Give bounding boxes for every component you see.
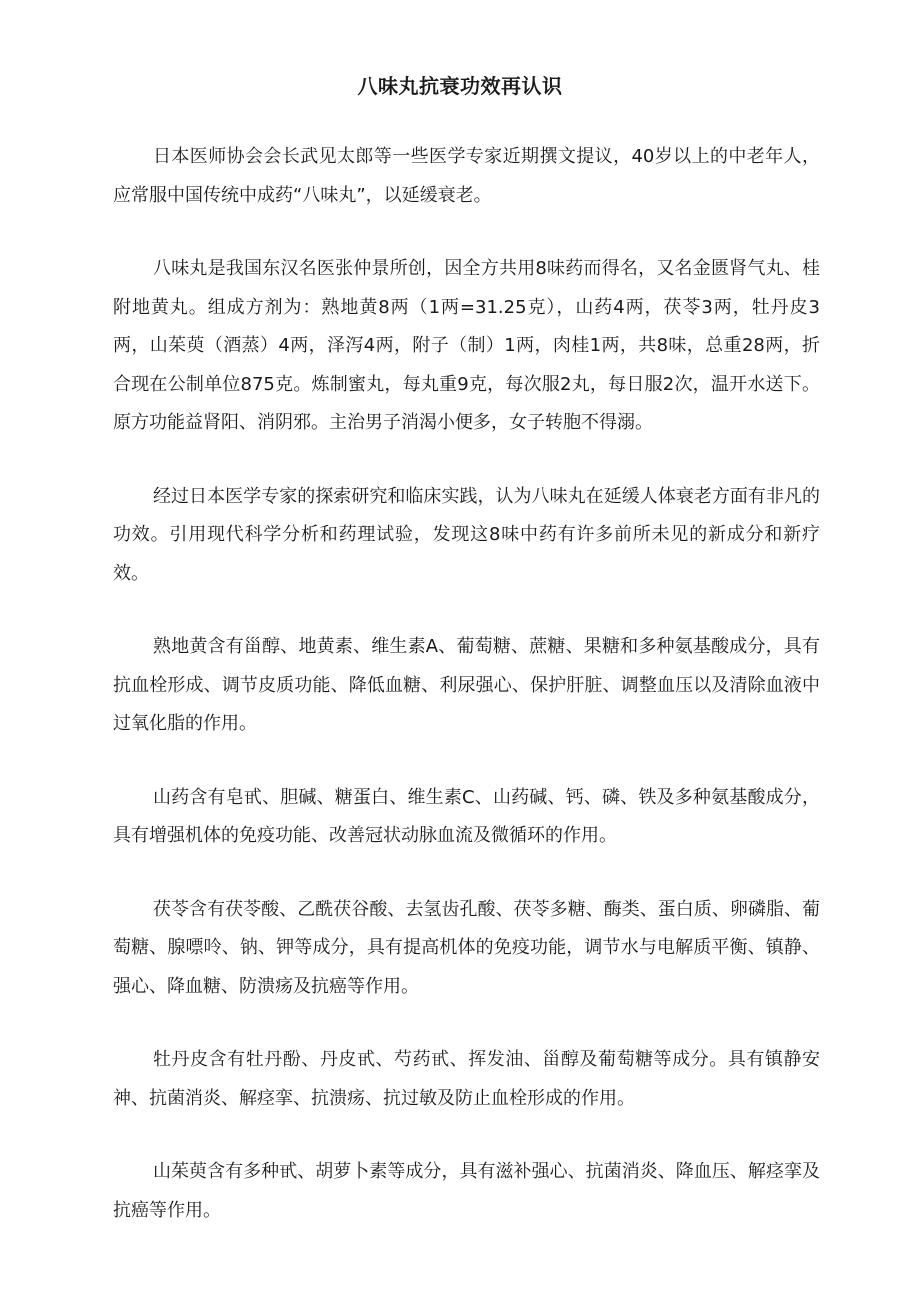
paragraph-shanzhuyu: 山茱萸含有多种甙、胡萝卜素等成分，具有滋补强心、抗菌消炎、降血压、解痉挛及抗癌等作用。 [113, 1161, 820, 1221]
paragraph-shudihuang: 熟地黄含有甾醇、地黄素、维生素A、葡萄糖、蔗糖、果糖和多种氨基酸成分，具有抗血栓形成、调节皮质功能、降低血糖、利尿强心、保护肝脏、调整血压以及清除血液中过氧化脂的作用。 [113, 636, 820, 734]
paragraph-intro: 日本医师协会会长武见太郎等一些医学专家近期撰文提议，40岁以上的中老年人，应常服中国传统中成药“八味丸”，以延缓衰老。 [113, 146, 820, 206]
document-body [113, 138, 820, 1265]
paragraph-shanyao: 山药含有皂甙、胆碱、糖蛋白、维生素C、山药碱、钙、磷、铁及多种氨基酸成分，具有增强机体的免疫功能、改善冠状动脉血流及微循环的作用。 [113, 786, 820, 846]
paragraph-research: 经过日本医学专家的探索研究和临床实践，认为八味丸在延缓人体衰老方面有非凡的功效。引用现代科学分析和药理试验，发现这8味中药有许多前所未见的新成分和新疗效。 [113, 485, 820, 584]
document-title: 八味丸抗衰功效再认识 [357, 74, 563, 98]
paragraph-formula: 八味丸是我国东汉名医张仲景所创，因全方共用8味药而得名，又名金匮肾气丸、桂附地黄丸。组成方剂为：熟地黄8两（1两=31.25克），山药4两，茯苓3两，牡丹皮3两，山茱萸（酒蒸）4两，泽泻4两，附子（制）1两，肉桂1两，共8味，总重28两，折合现在公制单位875克。炼制蜜丸，每丸重9克，每次服2丸，每日服2次，温开水送下。原方功能益肾阳、消阴邪。主治男子消渴小便多，女子转胞不得溺。 [113, 258, 820, 433]
paragraph-mudanpi: 牡丹皮含有牡丹酚、丹皮甙、芍药甙、挥发油、甾醇及葡萄糖等成分。具有镇静安神、抗菌消炎、解痉挛、抗溃疡、抗过敏及防止血栓形成的作用。 [113, 1049, 820, 1109]
paragraph-fuling: 茯苓含有茯苓酸、乙酰茯谷酸、去氢齿孔酸、茯苓多糖、酶类、蛋白质、卵磷脂、葡萄糖、腺嘌呤、钠、钾等成分，具有提高机体的免疫功能，调节水与电解质平衡、镇静、强心、降血糖、防溃疡及抗癌等作用。 [113, 898, 820, 997]
